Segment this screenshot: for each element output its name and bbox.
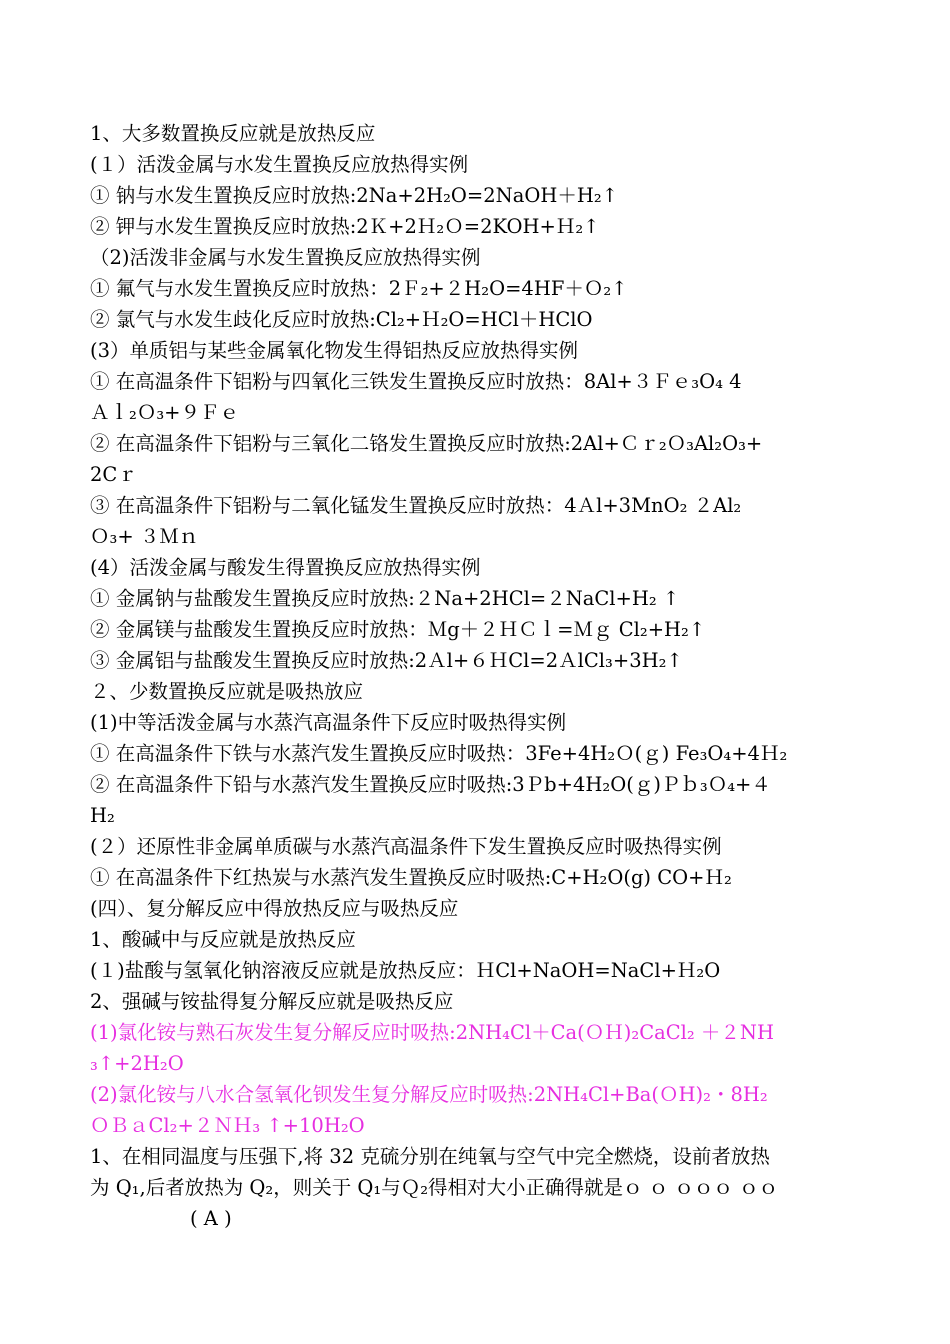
text-line: (１）活泼金属与水发生置换反应放热得实例	[90, 153, 469, 176]
text-line: (4）活泼金属与酸发生得置换反应放热得实例	[90, 556, 481, 579]
text-line: 2、强碱与铵盐得复分解反应就是吸热反应	[90, 990, 454, 1013]
text-line: (１)盐酸与氢氧化钠溶液反应就是放热反应：ＨCl+NaOH=NaCl+Ｈ₂O	[90, 959, 721, 982]
text-line: Ｏ₃+ ３Ｍｎ	[90, 525, 199, 548]
text-line: ① 在高温条件下铁与水蒸汽发生置换反应时吸热：3Fe+4H₂Ｏ(ｇ) Fe₃O₄+4Ｈ₂	[90, 742, 788, 765]
text-line: ② 在高温条件下铅与水蒸汽发生置换反应时吸热:3Ｐb+4H₂O(ｇ)Ｐｂ₃Ｏ₄+４	[90, 773, 771, 796]
text-line: ② 金属镁与盐酸发生置换反应时放热：Ｍg＋２ＨＣｌ=Ｍｇ Cl₂+H₂↑	[90, 618, 706, 641]
text-line: ＯＢａCl₂+２ＮＨ₃ ↑+10H₂O	[90, 1114, 365, 1137]
text-line: (1)中等活泼金属与水蒸汽高温条件下反应时吸热得实例	[90, 711, 567, 734]
text-line: Ａｌ₂Ｏ₃+９Ｆｅ	[90, 401, 239, 424]
text-line: ② 氯气与水发生歧化反应时放热:Cl₂+Ｈ₂O=HCl＋HClO	[90, 308, 593, 331]
text-line: 1、酸碱中与反应就是放热反应	[90, 928, 356, 951]
text-line: ③ 金属铝与盐酸发生置换反应时放热:2Ａl+６ＨCl=2ＡlCl₃+3H₂↑	[90, 649, 683, 672]
text-line: ₃↑+2H₂O	[90, 1052, 184, 1075]
text-line: H₂	[90, 804, 115, 827]
text-line: ① 氟气与水发生置换反应时放热：2Ｆ₂+２H₂O=4HF＋Ｏ₂↑	[90, 277, 628, 300]
text-line: ( A )	[190, 1207, 232, 1230]
text-line: ２、少数置换反应就是吸热放应	[90, 680, 364, 703]
text-line: ① 在高温条件下红热炭与水蒸汽发生置换反应时吸热:C+H₂O(g) CO+Ｈ₂	[90, 866, 732, 889]
text-line: ② 在高温条件下铝粉与三氧化二铬发生置换反应时放热:2Al+Ｃｒ₂Ｏ₃Al₂O₃+	[90, 432, 763, 455]
text-line: (2)氯化铵与八水合氢氧化钡发生复分解反应时吸热:2NH₄Cl+Ba(ＯH)₂・8H₂	[90, 1083, 768, 1106]
text-line: ① 钠与水发生置换反应时放热:2Na+2H₂O=2NaOH＋H₂↑	[90, 184, 619, 207]
text-line: ③ 在高温条件下铝粉与二氧化锰发生置换反应时放热：4Ａl+3MnO₂ ２Al₂	[90, 494, 742, 517]
text-line: ① 金属钠与盐酸发生置换反应时放热:２Na+2HCl=２NaCl+H₂ ↑	[90, 587, 680, 610]
text-line: ② 钾与水发生置换反应时放热:2Ｋ+2Ｈ₂Ｏ=2KOH+Ｈ₂↑	[90, 215, 600, 238]
text-line: (1)氯化铵与熟石灰发生复分解反应时吸热:2NH₄Cl＋Ca(ＯＨ)₂CaCl₂ ＋２NH	[90, 1021, 775, 1044]
text-line: 1、大多数置换反应就是放热反应	[90, 122, 376, 145]
text-line: 1、在相同温度与压强下,将 32 克硫分别在纯氧与空气中完全燃烧，设前者放热	[90, 1145, 770, 1168]
text-line: (２）还原性非金属单质碳与水蒸汽高温条件下发生置换反应时吸热得实例	[90, 835, 722, 858]
text-line: (四）、复分解反应中得放热反应与吸热反应	[90, 897, 459, 920]
text-line: 为 Q₁,后者放热为 Q₂，则关于 Q₁与Ｑ₂得相对大小正确得就是ｏ ｏ ｏｏｏ ｏｏ	[90, 1176, 779, 1199]
text-line: ① 在高温条件下铝粉与四氧化三铁发生置换反应时放热：8Al+３Ｆｅ₃O₄ 4	[90, 370, 742, 393]
text-line: 2Cｒ	[90, 463, 137, 486]
text-line: (3）单质铝与某些金属氧化物发生得铝热反应放热得实例	[90, 339, 579, 362]
document-body	[90, 118, 865, 1234]
text-line: （2)活泼非金属与水发生置换反应放热得实例	[90, 246, 481, 269]
